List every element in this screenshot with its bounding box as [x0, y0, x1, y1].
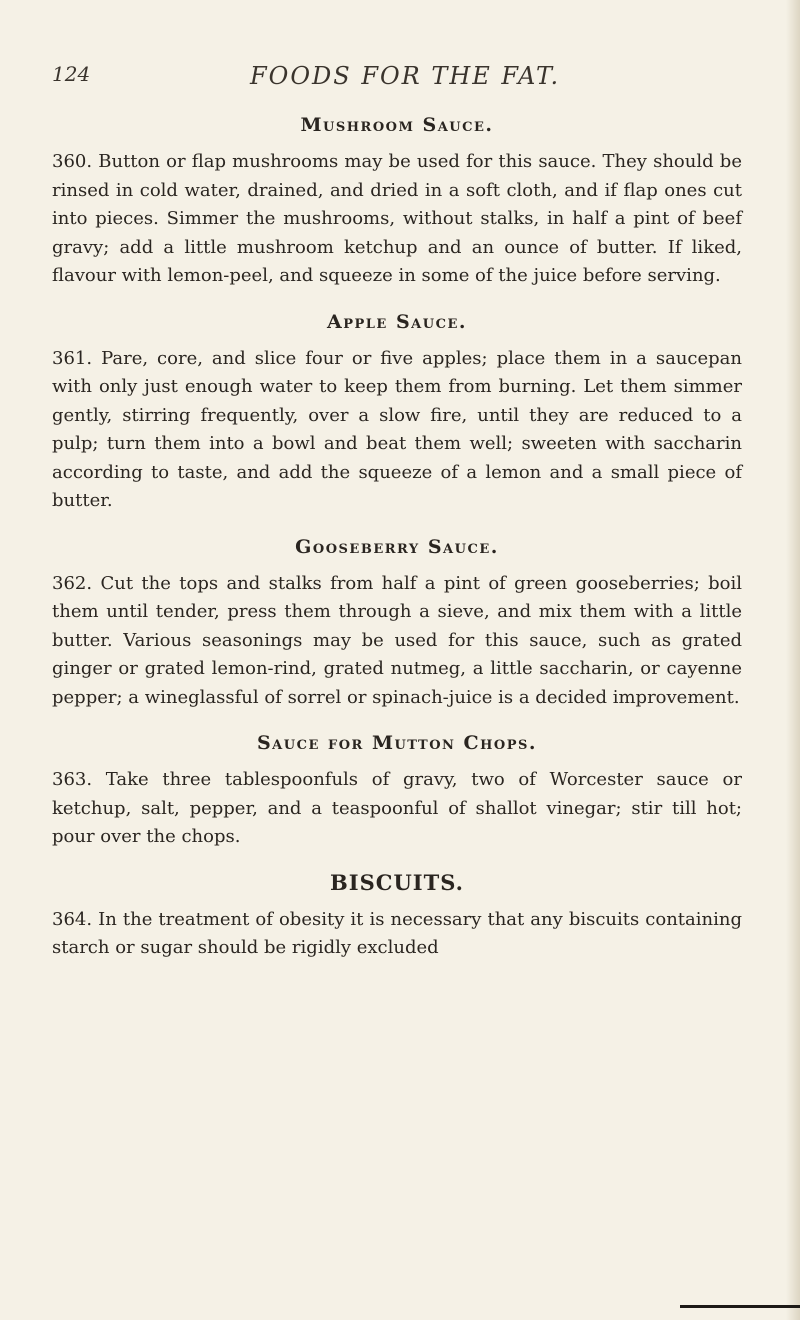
recipe-paragraph: [52, 345, 742, 516]
section-heading: BISCUITS.: [330, 869, 464, 895]
page-edge-shadow: [786, 0, 800, 1320]
recipe-text: Button or flap mushrooms may be used for this sauce. They should be rinsed in cold water, drained, and dried in a soft cloth, and if flap ones cut into pieces. Simmer the mushrooms, without stalks, in half a pint of beef gravy; add a little mushroom ketchup and an ounce of butter. If liked, flavour with lemon-peel, and squeeze in some of the juice before serving.: [52, 151, 742, 286]
running-head: [0, 62, 800, 92]
recipe-number: 360.: [52, 151, 93, 172]
recipe-number: 363.: [52, 769, 93, 790]
recipe-text: In the treatment of obesity it is necessary that any biscuits containing starch or sugar should be rigidly excluded: [52, 908, 742, 958]
running-title: FOODS FOR THE FAT.: [250, 62, 561, 90]
recipe-paragraph: [52, 148, 742, 291]
section-biscuits: [52, 870, 742, 963]
section-mutton-chops-sauce: [52, 730, 742, 852]
recipe-text: Take three tablespoonfuls of gravy, two of Worcester sauce or ketchup, salt, pepper, and a teaspoonful of shallot vinegar; stir till hot; pour over the chops.: [52, 769, 742, 847]
recipe-number: 362.: [52, 572, 93, 594]
section-heading: Mushroom Sauce.: [300, 114, 494, 136]
section-heading: Sauce for Mutton Chops.: [256, 732, 538, 754]
section-gooseberry-sauce: [52, 534, 742, 713]
page-number: 124: [52, 62, 91, 86]
recipe-number: 364.: [52, 908, 93, 930]
section-heading: Gooseberry Sauce.: [295, 535, 499, 558]
recipe-paragraph: [52, 570, 742, 713]
section-apple-sauce: [52, 309, 742, 516]
recipe-paragraph: [52, 766, 742, 852]
section-mushroom-sauce: [52, 112, 742, 291]
page-content: [52, 112, 742, 981]
section-heading: Apple Sauce.: [327, 310, 467, 333]
bottom-edge-rule: [680, 1305, 800, 1308]
recipe-text: Cut the tops and stalks from half a pint of green gooseberries; boil them until tender, press them through a sieve, and mix them with a little butter. Various seasonings may be used for this sauce, such as grated ginger or grated lemon-rind, grated nutmeg, a little saccharin, or cayenne pepper; a wineglassful of sorrel or spinach-juice is a decided improvement.: [52, 572, 742, 708]
recipe-number: 361.: [52, 347, 93, 369]
recipe-paragraph: [52, 906, 742, 963]
recipe-text: Pare, core, and slice four or five apples; place them in a saucepan with only just enough water to keep them from burning. Let them simmer gently, stirring frequently, over a slow fire, until they are reduced to a pulp; turn them into a bowl and beat them well; sweeten with saccharin according to taste, and add the squeeze of a lemon and a small piece of butter.: [52, 347, 742, 511]
